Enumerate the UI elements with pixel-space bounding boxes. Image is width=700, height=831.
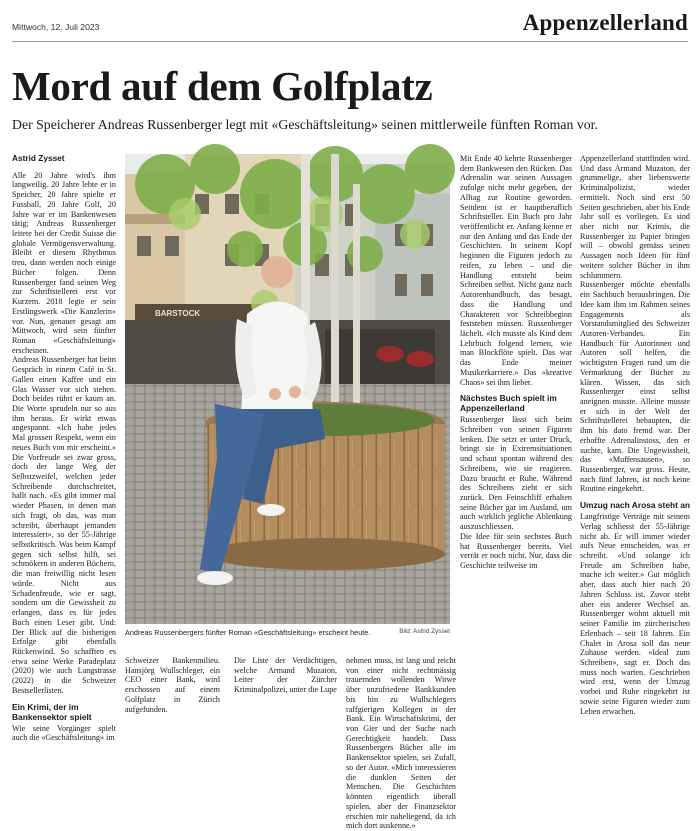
column-4-bottom-start [346,656,456,831]
paragraph: Die Idee für sein sechstes Buch hat Russenberger bereits. Viel verrät er noch nicht. Nur, dass die Geschichte teilweise im [460,531,572,571]
paragraph: nehmen muss, ist lang und reicht von einer nicht rechtmässig trauernden wollenden Witwe über unzufriedene Bankkunden bis hin zu Wullschlegers raffgierigen Kollegen in der Bank. Ein Wirtschaftskrimi, der von Gier und der Suche nach Gerechtigkeit handelt. Dass Russenbergers Bücher alle im Bankensektor spielen, sei Zufall, so der Autor. «Mich interessieren die dunklen Seiten der Menschen. Die Geschichten könnten eigentlich überall spielen, aber der Finanzsektor erschien mir naheliegend, da ich mich dort auskenne.» [346,656,456,831]
photo-caption [125,628,450,637]
paragraph: Andreas Russenberger hat beim Gespräch in einem Café in St. Gallen einen Kaffee und ein Glas Wasser vor sich stehen. Doch beides rührt er kaum an. Die Worte sprudeln nur so aus ihm heraus. Er wirkt etwas angespannt. «Ich habe jedes Mal grossen Respekt, wenn ein neues Buch von mir erscheint.» Die Vorfreude sei zwar gross, doch der lange Weg der Selbstzweifel, welchen jeder Schreibende durchschreitet, hallt nach. «Es gibt immer mal wieder Phasen, in denen man sich fragt, ob das, was man schreibt, überhaupt jemanden interessiert», so der 55-Jährige selbstkritisch. Was beim Kampf gegen sich selbst hilft, sei schmökern in anderen Büchern, die man freiwillig nicht lesen würde. Nicht aus Schadenfreude, wie er sagt, sondern um die Gewissheit zu erlangen, dass es für jedes Buch einen Leser gibt. Und: Der Blick auf die bisherigen Erfolge gibt ebenfalls Rückenwind. So schafften es etwa seine Werke Paradeplatz (2020) wie auch Langstrasse (2022) in die Schweizer Bestsellerlisten. [12,355,116,695]
author-byline: Astrid Zysset [12,153,65,163]
paragraph: Langfristige Verträge mit seinem Verlag schliesst der 55-Jährige nicht ab. Er will immer wieder aufs Neue entscheiden, was er schreibt. «Und solange ich Freude am Schreiben habe, mache ich weiter.» Gut möglich aber, dass auch hier nach 20 Jahren Schluss ist. Zuvor steht aber ein anderer Wechsel an. Russenberger wohnt aktuell mit seiner Familie im zürcherischen Erlenbach – seit 18 Jahren. Ein Chalet in Arosa soll das neue Zuhause werden. «Ideal zum Schreiben», sagt er. Doch das muss noch warten. Geschrieben wird erst, wenn der Umzug vorbei und Ruhe eingekehrt ist sowie seine Figuren wieder zum Leben erwachen. [580,512,690,716]
paragraph: Russenberger möchte ebenfalls ein Sachbuch herausbringen. Die Idee kam ihm im Rahmen seines Engagements als Vorstandsmitglied des Schweizer Autoren-Verbandes. Ein Handbuch für Autorinnen und Autoren soll helfen, die wichtigsten Fragen rund um die Vermarktung der Bücher zu klären. Wissen, das sich Russenberger einst selbst aneignen musste. Alleine musste er sich in der Welt der Schriftstellerei behaupten, die ihm bis dato fremd war. Der erhoffte Adrenalinstoss, den er suchte, kam. Die Ungewissheit, das «Muffensausen», so Russenberger, war gross. Heute, nach fünf Jahren, ist noch keine Routine eingekehrt. [580,280,690,494]
column-2-bottom [125,656,220,712]
subheading: Ein Krimi, der im Bankensektor spielt [12,701,92,722]
article-photo [125,154,450,624]
column-3-bottom [234,656,337,695]
masthead [12,8,688,42]
subheading: Umzug nach Arosa steht an [580,500,690,511]
paragraph: Schweizer Bankenmilieu. Hansjörg Wullschleger, ein CEO einer Bank, wird erschossen auf einem Golfplatz in Zürich aufgefunden. [125,656,220,714]
photo-credit: Bild: Astrid Zysset [399,628,450,635]
paragraph: Russenberger lässt sich beim Schreiben von seinen Figuren lenken. Die setzt er unter Druck, bringt sie in Extremsituationen und schaut spontan während des Schreibens, wie sie reagieren. Dazu braucht er Ruhe. Während des Schreibens zieht er sich zurück. Den Feinschliff erhalten seine Bücher gar im Ausland, um auch wirklich jegliche Ablenkung auszuschliessen. [460,415,572,532]
paragraph: Appenzellerland stattfinden wird. Und dass Armand Muzaton, der grummelige, aber liebenswerte Kriminalpolizist, wieder ermittelt. Noch sind erst 50 Seiten geschrieben, aber bis Ende Jahr soll es vorliegen. Es sind aber nicht nur Krimis, die Russenberger zu Papier bringen will – obwohl gemäss seinen Aussagen noch Ideen für fünf weitere solcher Bücher in ihm schlummern. [580,154,690,280]
paragraph: Alle 20 Jahre wird's ihm langweilig. 20 Jahre lebte er in Speicher, 20 Jahre spielte er Fussball, 20 Jahre Golf, 20 Jahre war er im Bankenwesen tätig; Andreas Russenberger leitete bei der Credit Suisse die globale Vermögensverwaltung. Bleibt er diesem Rhythmus treu, dann werden noch einige Bücher folgen. Denn Russenberger fand seinen Weg zur Schriftstellerei erst vor Kurzem. 2018 legte er sein Erstlingswerk «Die Kanzlerin» vor. Nun, genauer gesagt am Mittwoch, wird sein fünfter Roman «Geschäftsleitung» erscheinen. [12,170,116,355]
column-4 [460,154,572,571]
caption-text: Andreas Russenbergers fünfter Roman «Geschäftsleitung» erscheint heute. [125,628,371,637]
article-subhead: Der Speicherer Andreas Russenberger legt mit «Geschäftsleitung» seinen mittlerweile fünften Roman vor. [12,117,598,132]
paragraph: Wie seine Vorgänger spielt auch die «Geschäftsleitung» im [12,723,116,743]
issue-date: Mittwoch, 12. Juli 2023 [12,22,100,32]
subheading: Nächstes Buch spielt im Appenzellerland [460,393,557,414]
section-title: Appenzellerland [522,10,688,35]
paragraph: Die Liste der Verdächtigen, welche Armand Muzaton, Leiter der Zürcher Kriminalpolizei, unter die Lupe [234,656,337,695]
column-1 [12,153,116,743]
article-headline: Mord auf dem Golfplatz [12,63,433,109]
paragraph: Mit Ende 40 kehrte Russenberger dem Bankwesen den Rücken. Das Adrenalin war seinen Aussagen zufolge nicht mehr gegeben, der Alltag zur Routine geworden. Seitdem ist er hauptberuflich Schriftsteller. Ein Buch pro Jahr veröffentlicht er. Anfang kenne er nur den Anfang und das Ende der Geschichten. In seinem Kopf beginnen die Figuren jedoch zu reifen, zu leben – und die Handlung entsteht beim Schreiben selbst. Nicht ganz nach Autorenhandbuch, das besagt, dass die Handlung und Charakteren vor Schreibbeginn feststehen müssen. Russenberger lächelt. «Ich musste als Kind dem Lehrbuch folgend lernen, wie man Blockflöte spielt. Das war das Ende meiner Musikerkarriere.» Das «kreative Chaos» sei ihm lieber. [460,154,572,387]
column-5 [580,154,690,716]
shop-sign-text: BARSTOCK [155,309,201,318]
